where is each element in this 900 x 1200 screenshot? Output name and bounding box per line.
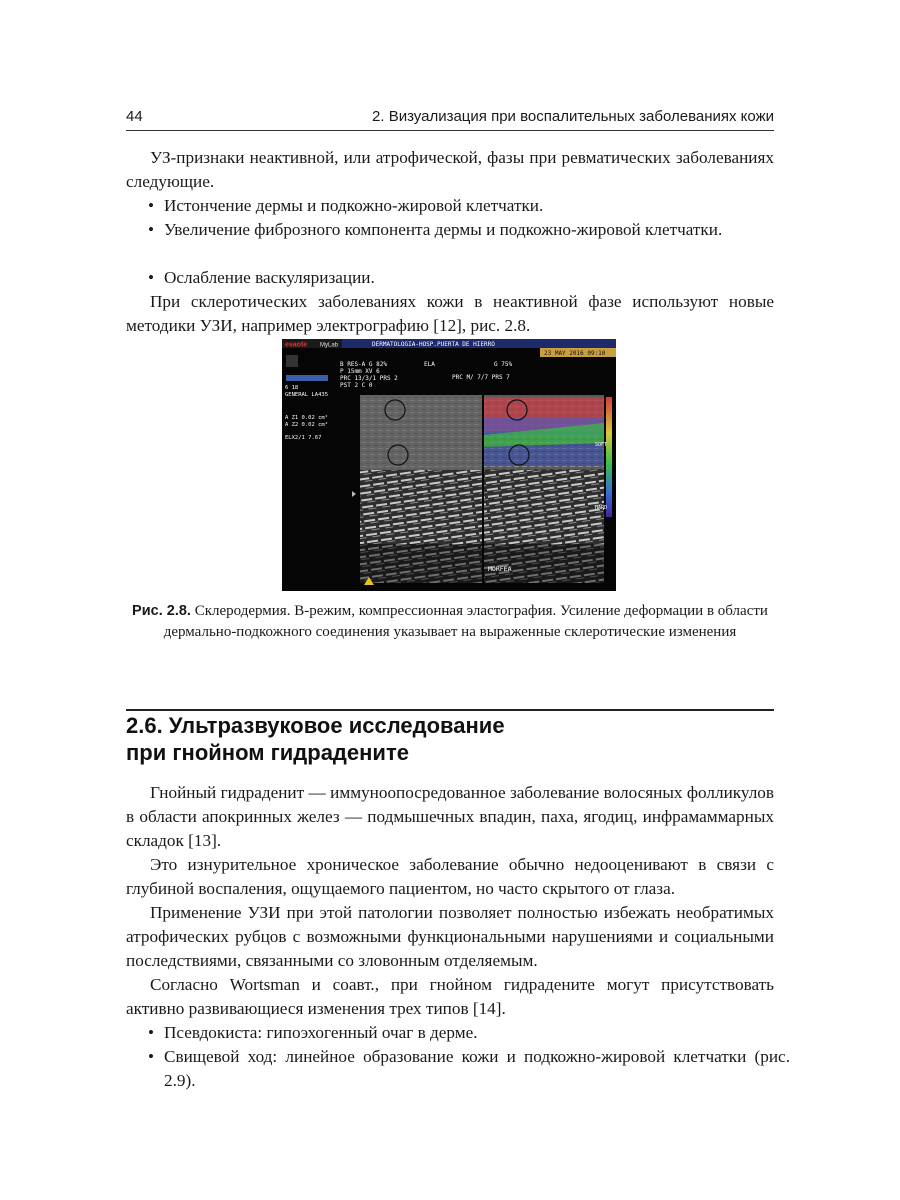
intro-paragraph: УЗ-признаки неактивной, или атрофической, фазы при ревматических заболеваниях следующие. [126, 148, 774, 191]
svg-text:P 15mm XV 6: P 15mm XV 6 [340, 368, 380, 375]
intro-bullet-1: • Истончение дермы и подкожно-жировой клетчатки. [148, 196, 544, 215]
section-bullet-2: • Свищевой ход: линейное образование кожи и подкожно-жировой клетчатки (рис. 2.9). [148, 1047, 790, 1090]
svg-text:PRC 13/3/1 PRS 2: PRC 13/3/1 PRS 2 [340, 375, 398, 382]
section-paragraph-2: Это изнурительное хроническое заболевание обычно недооценивают в связи с глубиной воспаления, ощущаемого пациентом, но часто скрытого от глаза. [126, 855, 774, 898]
acquisition-parameters [340, 361, 512, 389]
svg-text:ELA: ELA [424, 361, 435, 368]
brand-suffix: MyLab [320, 342, 339, 349]
scale-soft-label: SOFT [595, 442, 608, 448]
page-number: 44 [126, 108, 143, 125]
hospital-name: DERMATOLOGIA-HOSP.PUERTA DE HIERRO [372, 341, 495, 348]
exam-date: 23 MAY 2016 09:10 [544, 350, 606, 357]
depth-marker-icon [352, 491, 356, 497]
running-header [126, 104, 774, 131]
svg-text:B RES-A G 82%: B RES-A G 82% [340, 361, 387, 368]
figure-caption [126, 601, 774, 643]
caption-label: Рис. 2.8. [132, 603, 191, 619]
section-paragraph-1: Гнойный гидраденит — иммуноопосредованное заболевание волосяных фолликулов в области апокринных желез — подмышечных впадин, паха, ягодиц, инфрамаммарных складок [13]. [126, 783, 774, 850]
section-paragraph-3: Применение УЗИ при этой патологии позволяет полностью избежать необратимых атрофических рубцов с возможными функциональными нарушениями и социальными последствиями, связанными со зловонным отделяемым. [126, 903, 774, 970]
section-paragraph-4: Согласно Wortsman и соавт., при гнойном гидрадените могут присутствовать активно развивающиеся изменения трех типов [14]. [126, 975, 774, 1018]
svg-text:A Z1 0.02 cm²: A Z1 0.02 cm² [285, 415, 329, 421]
running-title: 2. Визуализация при воспалительных заболеваниях кожи [372, 108, 774, 125]
image-label: MORFEA [488, 565, 512, 573]
svg-text:PRC M/ 7/7 PRS 7: PRC M/ 7/7 PRS 7 [452, 374, 510, 381]
caption-text: Склеродермия. В-режим, компрессионная эластография. Усиление деформации в области дермально-подкожного соединения указывает на выраженные склеротические изменения [163, 603, 768, 640]
section-bullet-1: • Псевдокиста: гипоэхогенный очаг в дерме. [148, 1023, 478, 1042]
svg-text:PST 2 C 0: PST 2 C 0 [340, 382, 373, 389]
elasticity-scale-bar [606, 397, 612, 517]
probe-thumbnail [286, 355, 298, 367]
intro-bullet-2: • Увеличение фиброзного компонента дермы и подкожно-жировой клетчатки. [148, 220, 723, 239]
section-title: 2.6. Ультразвуковое исследование при гнойном гидрадените [126, 713, 505, 765]
svg-text:ELX2/1 7.67: ELX2/1 7.67 [285, 435, 322, 441]
gain-bar [286, 375, 328, 381]
svg-text:6 18: 6 18 [285, 385, 299, 391]
svg-text:G 75%: G 75% [494, 361, 513, 368]
intro-paragraph-2: При склеротических заболеваниях кожи в неактивной фазе используют новые методики УЗИ, например электрографию [12], рис. 2.8. [126, 292, 774, 335]
ultrasound-image [282, 339, 616, 591]
side-info [285, 385, 328, 441]
scale-hard-label: HARD [595, 505, 608, 511]
svg-text:A Z2 0.02 cm²: A Z2 0.02 cm² [285, 422, 329, 428]
elastography-figure [282, 339, 616, 591]
section-rule [126, 709, 774, 711]
brand-logo: esaote [285, 341, 308, 349]
svg-text:GENERAL LA435: GENERAL LA435 [285, 392, 329, 398]
intro-bullet-3: • Ослабление васкуляризации. [148, 268, 375, 287]
